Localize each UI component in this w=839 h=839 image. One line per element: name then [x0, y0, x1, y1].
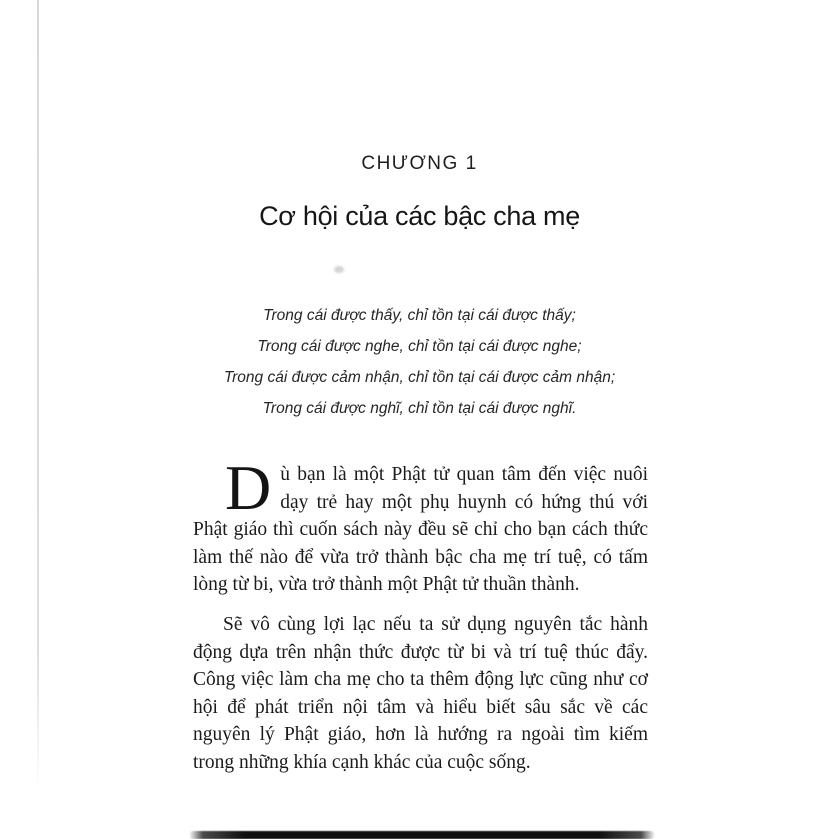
drop-cap-letter: D [225, 452, 272, 523]
paragraph-second: Sẽ vô cùng lợi lạc nếu ta sử dụng nguyên tắc hành động dựa trên nhận thức được từ bi và trí tuệ thúc đẩy. Công việc làm cha mẹ cho ta thêm động lực cũng như cơ hội để phát triển nội tâm và hiểu biết sâu sắc về các nguyên lý Phật giáo, hơn là hướng ra ngoài tìm kiếm trong những khía cạnh khác của cuộc sống. [193, 613, 648, 773]
chapter-title: Cơ hội của các bậc cha mẹ [259, 201, 580, 231]
epigraph-line: Trong cái được nghĩ, chỉ tồn tại cái được nghĩ. [262, 400, 577, 417]
paragraph-first [193, 452, 648, 599]
body-text [193, 452, 648, 777]
bottom-scan-shadow-bar [189, 831, 655, 839]
chapter-heading: CHƯƠNG 1 [361, 153, 478, 174]
ink-smudge-mark [334, 266, 344, 273]
epigraph-line: Trong cái được nghe, chỉ tồn tại cái được nghe; [257, 338, 582, 355]
epigraph-line: Trong cái được cảm nhận, chỉ tồn tại cái được cảm nhận; [223, 369, 616, 386]
paragraph-first-text: ù bạn là một Phật tử quan tâm đến việc nuôi dạy trẻ hay một phụ huynh có hứng thú với Phật giáo thì cuốn sách này đều sẽ chỉ cho bạn cách thức làm thế nào để vừa trở thành bậc cha mẹ trí tuệ, có tấm lòng từ bi, vừa trở thành một Phật tử thuần thành. [193, 464, 648, 596]
epigraph [0, 300, 839, 424]
epigraph-line: Trong cái được thấy, chỉ tồn tại cái được thấy; [263, 307, 576, 324]
